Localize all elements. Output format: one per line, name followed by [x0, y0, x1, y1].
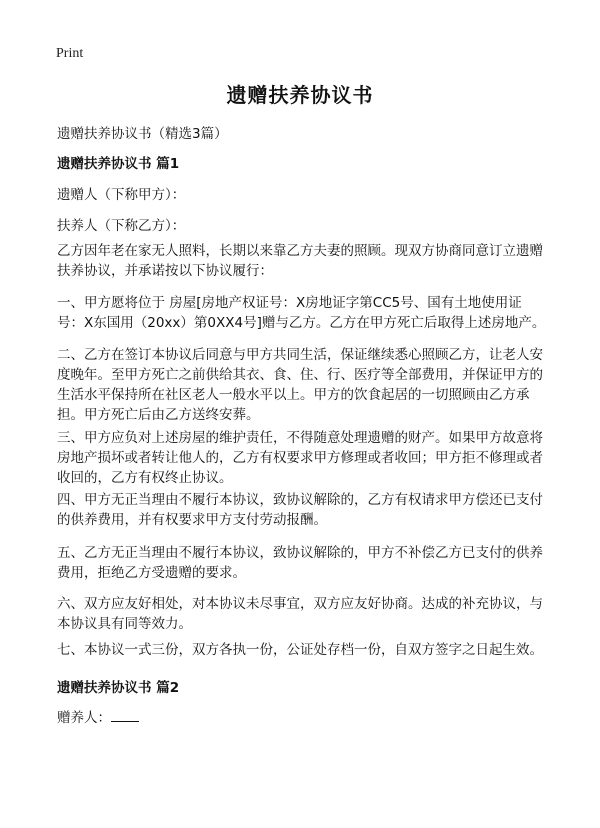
- donor-label: 赠养人：: [57, 710, 111, 726]
- document-subtitle: 遗赠扶养协议书（精选3篇）: [57, 126, 228, 142]
- paragraph-intro: 乙方因年老在家无人照料，长期以来靠乙方夫妻的照顾。现双方协商同意订立遗赠扶养协议，并承诺按以下协议履行：: [57, 243, 543, 279]
- paragraph-clause-4: 四、甲方无正当理由不履行本协议，致协议解除的，乙方有权请求甲方偿还已支付的供养费用，并有权要求甲方支付劳动报酬。: [57, 492, 543, 528]
- paragraph-clause-6: 六、双方应友好相处，对本协议未尽事宜，双方应友好协商。达成的补充协议，与本协议具有同等效力。: [57, 596, 543, 632]
- paragraph-clause-7: 七、本协议一式三份，双方各执一份，公证处存档一份，自双方签字之日起生效。: [57, 642, 543, 658]
- donor-line: [57, 706, 139, 726]
- paragraph-clause-5: 五、乙方无正当理由不履行本协议，致协议解除的，甲方不补偿乙方已支付的供养费用，拒绝乙方受遗赠的要求。: [57, 545, 543, 581]
- paragraph-clause-1: 一、甲方愿将位于 房屋[房地产权证号：X房地证字第CC5号、国有土地使用证号：X东国用（20xx）第0XX4号]赠与乙方。乙方在甲方死亡后取得上述房地产。: [57, 295, 546, 331]
- paragraph-clause-2: 二、乙方在签订本协议后同意与甲方共同生活，保证继续悉心照顾乙方，让老人安度晚年。至甲方死亡之前供给其衣、食、住、行、医疗等全部费用，并保证甲方的生活水平保持所在社区老人一般水平以上。甲方的饮食起居的一切照顾由乙方承担。甲方死亡后由乙方送终安葬。: [57, 347, 543, 423]
- party-a-line: 遗赠人（下称甲方）：: [57, 187, 186, 203]
- signature-blank: [111, 709, 139, 722]
- print-link[interactable]: Print: [56, 46, 84, 61]
- section-heading-1: 遗赠扶养协议书 篇1: [57, 156, 180, 172]
- paragraph-clause-3: 三、甲方应负对上述房屋的维护责任，不得随意处理遗赠的财产。如果甲方故意将房地产损坏或者转让他人的，乙方有权要求甲方修理或者收回；甲方拒不修理或者收回的，乙方有权终止协议。: [57, 430, 543, 486]
- page-title: 遗赠扶养协议书: [226, 83, 374, 107]
- section-heading-2: 遗赠扶养协议书 篇2: [57, 680, 180, 696]
- party-b-line: 扶养人（下称乙方）：: [57, 218, 186, 234]
